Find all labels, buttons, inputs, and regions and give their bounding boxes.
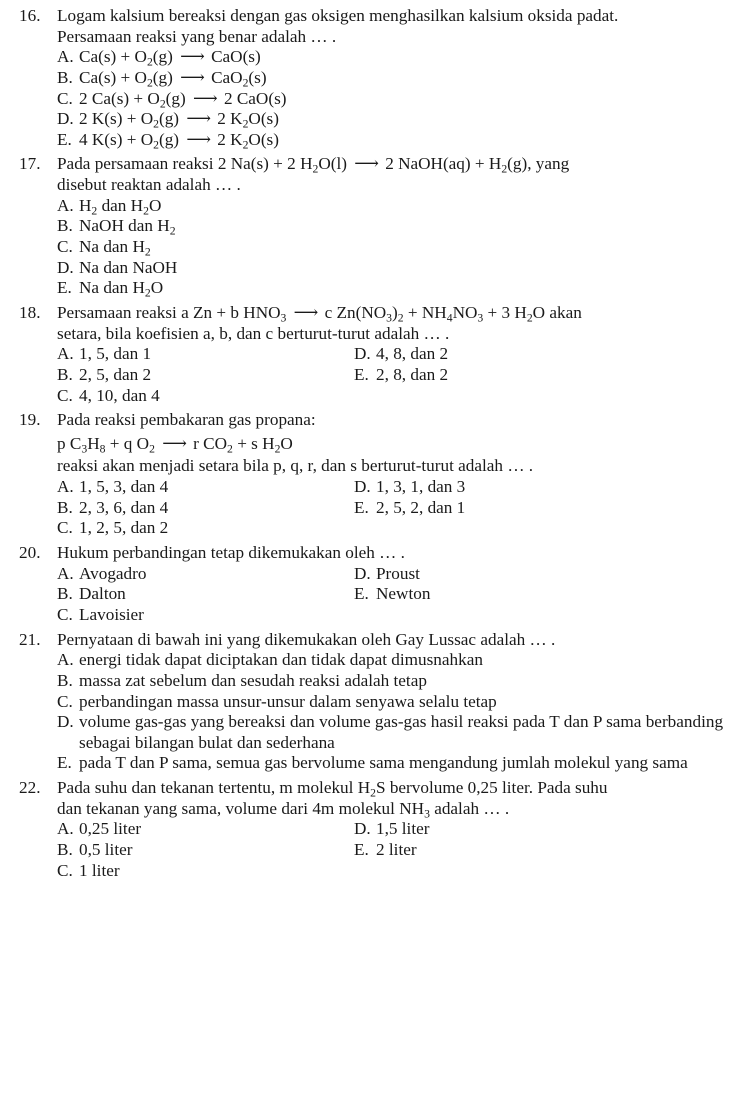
answer-option-a[interactable] — [57, 344, 354, 365]
question-19 — [19, 410, 741, 539]
answer-options — [57, 196, 741, 299]
option-letter: A. — [57, 650, 74, 670]
answer-option-e[interactable] — [57, 278, 741, 299]
question-stem-line: setara, bila koefisien a, b, dan c berturut-turut adalah … . — [57, 323, 450, 343]
option-text: $Ca(s) + O_2(g)$ ⟶ CaO(s) — [79, 47, 261, 69]
answer-option-b[interactable] — [57, 498, 354, 519]
option-text: Avogadro — [79, 563, 147, 583]
option-text: Proust — [376, 563, 420, 583]
option-letter: E. — [57, 753, 72, 773]
option-letter: C. — [57, 237, 73, 257]
option-text: 2, 5, 2, dan 1 — [376, 497, 466, 517]
answer-option-d[interactable] — [57, 712, 741, 753]
option-text: Na dan NaOH — [79, 257, 178, 277]
option-text: 0,25 liter — [79, 819, 142, 839]
option-text: 2, 8, dan 2 — [376, 364, 449, 384]
question-number: 19. — [19, 410, 41, 430]
question-number: 17. — [19, 154, 41, 174]
answer-option-a[interactable] — [57, 196, 741, 217]
answer-option-a[interactable] — [57, 564, 354, 585]
answer-option-b[interactable] — [57, 365, 354, 386]
question-stem-line: dan tekanan yang sama, volume dari 4m molekul $NH_3$ adalah … . — [57, 798, 510, 821]
option-letter: E. — [354, 497, 369, 517]
answer-option-c[interactable] — [57, 518, 354, 539]
answer-option-b[interactable] — [57, 671, 741, 692]
question-stem-line: Persamaan reaksi yang benar adalah … . — [57, 26, 337, 46]
question-stem-line: Pada suhu dan tekanan tertentu, m molekul $H_2S$ bervolume 0,25 liter. Pada suhu — [57, 778, 608, 800]
answer-option-e[interactable] — [354, 365, 741, 386]
option-text: $H_2$ dan $H_2O$ — [79, 195, 162, 218]
option-text: 1, 5, dan 1 — [79, 344, 152, 364]
option-text: 4 $K(s) + O_2(g)$ ⟶ 2 $K_2O(s)$ — [79, 129, 279, 152]
question-22 — [19, 778, 741, 881]
question-stem-line: Hukum perbandingan tetap dikemukakan oleh … . — [57, 543, 405, 563]
option-letter: B. — [57, 670, 73, 690]
option-letter: C. — [57, 691, 73, 711]
option-letter: A. — [57, 195, 74, 215]
option-letter: D. — [354, 819, 371, 839]
option-letter: E. — [354, 584, 369, 604]
question-17 — [19, 154, 741, 298]
answer-option-e[interactable] — [354, 584, 741, 605]
option-text: 2 liter — [376, 839, 417, 859]
question-18 — [19, 303, 741, 406]
option-letter: B. — [57, 216, 73, 236]
option-letter: C. — [57, 604, 73, 624]
option-letter: B. — [57, 839, 73, 859]
option-text: 4, 8, dan 2 — [376, 344, 449, 364]
option-text: 1, 5, 3, dan 4 — [79, 477, 169, 497]
answer-option-c[interactable] — [57, 89, 741, 110]
answer-option-c[interactable] — [57, 237, 741, 258]
question-number: 21. — [19, 629, 41, 649]
option-text: Na dan $H_2$ — [79, 237, 151, 259]
question-stem-line: Pernyataan di bawah ini yang dikemukakan oleh Gay Lussac adalah … . — [57, 629, 556, 649]
question-stem-line: Pada reaksi pembakaran gas propana: — [57, 410, 316, 430]
answer-option-d[interactable] — [354, 819, 741, 840]
option-letter: A. — [57, 477, 74, 497]
answer-options — [57, 47, 741, 150]
option-letter: E. — [57, 278, 72, 298]
answer-options — [57, 564, 741, 626]
option-text: Newton — [376, 584, 431, 604]
question-number: 20. — [19, 543, 41, 563]
answer-option-d[interactable] — [57, 109, 741, 130]
answer-option-b[interactable] — [57, 584, 354, 605]
option-letter: E. — [57, 129, 72, 149]
answer-option-d[interactable] — [354, 564, 741, 585]
answer-option-e[interactable] — [354, 498, 741, 519]
option-text: 0,5 liter — [79, 839, 133, 859]
option-text: volume gas-gas yang bereaksi dan volume gas-gas hasil reaksi pada T dan P sama berbanding sebagai bilangan bulat dan sederhana — [79, 712, 724, 752]
option-text: perbandingan massa unsur-unsur dalam senyawa selalu tetap — [79, 691, 497, 711]
option-letter: B. — [57, 497, 73, 517]
answer-option-a[interactable] — [57, 477, 354, 498]
question-20 — [19, 543, 741, 626]
option-text: NaOH dan $H_2$ — [79, 216, 176, 238]
option-letter: C. — [57, 385, 73, 405]
option-text: energi tidak dapat diciptakan dan tidak dapat dimusnahkan — [79, 650, 483, 670]
answer-option-c[interactable] — [57, 605, 354, 626]
option-text: Dalton — [79, 584, 126, 604]
option-letter: D. — [354, 344, 371, 364]
answer-option-c[interactable] — [57, 861, 354, 882]
answer-option-a[interactable] — [57, 650, 741, 671]
option-text: 1,5 liter — [376, 819, 430, 839]
answer-option-e[interactable] — [57, 753, 741, 774]
answer-option-c[interactable] — [57, 386, 354, 407]
question-number: 16. — [19, 6, 41, 25]
answer-option-e[interactable] — [57, 130, 741, 151]
question-stem-line: Pada persamaan reaksi 2 Na(s) + 2 $H_2O(l)$ ⟶ 2 NaOH(aq) + $H_2(g)$, yang — [57, 154, 570, 176]
option-letter: A. — [57, 563, 74, 583]
option-letter: A. — [57, 344, 74, 364]
question-number: 22. — [19, 778, 41, 798]
option-text: 1 liter — [79, 860, 120, 880]
option-text: Lavoisier — [79, 604, 144, 624]
question-stem-line: Logam kalsium bereaksi dengan gas oksigen menghasilkan kalsium oksida padat. — [57, 6, 619, 25]
answer-option-d[interactable] — [354, 344, 741, 365]
option-text: 4, 10, dan 4 — [79, 385, 160, 405]
option-letter: C. — [57, 860, 73, 880]
answer-options — [57, 819, 741, 881]
option-letter: D. — [57, 257, 74, 277]
option-letter: D. — [57, 712, 74, 732]
question-16 — [19, 6, 741, 150]
option-text: 2 $Ca(s) + O_2(g)$ ⟶ 2 CaO(s) — [79, 88, 287, 111]
answer-option-a[interactable] — [57, 47, 741, 68]
option-text: pada T dan P sama, semua gas bervolume sama mengandung jumlah molekul yang sama — [79, 753, 688, 773]
option-letter: A. — [57, 47, 74, 67]
option-letter: C. — [57, 518, 73, 538]
option-letter: E. — [354, 839, 369, 859]
option-text: 2, 5, dan 2 — [79, 364, 152, 384]
question-stem-line: Persamaan reaksi a Zn + b $HNO_3$ ⟶ c $Zn(NO_3)_2 + NH_4NO_3 + 3$ $H_2O$ akan — [57, 302, 582, 325]
question-number: 18. — [19, 302, 41, 322]
reaction-equation: p $C_3H_8 + q$ $O_2$ ⟶ r $CO_2 + s$ $H_2O$ — [57, 433, 293, 456]
option-letter: B. — [57, 364, 73, 384]
answer-option-d[interactable] — [57, 258, 741, 279]
question-stem-line: reaksi akan menjadi setara bila p, q, r, dan s berturut-turut adalah … . — [57, 456, 534, 476]
option-text: $Ca(s) + O_2(g)$ ⟶ CaO$_2$(s) — [79, 67, 267, 90]
answer-option-e[interactable] — [354, 840, 741, 861]
question-stem-line: disebut reaktan adalah … . — [57, 175, 241, 195]
option-letter: D. — [354, 563, 371, 583]
option-text: 2 $K(s) + O_2(g)$ ⟶ 2 $K_2O(s)$ — [79, 109, 279, 131]
answer-options — [57, 344, 741, 406]
answer-options — [57, 477, 741, 539]
option-letter: B. — [57, 67, 73, 87]
option-text: massa zat sebelum dan sesudah reaksi adalah tetap — [79, 670, 427, 690]
answer-option-a[interactable] — [57, 819, 354, 840]
answer-option-b[interactable] — [57, 68, 741, 89]
option-letter: B. — [57, 584, 73, 604]
answer-option-b[interactable] — [57, 840, 354, 861]
option-text: 1, 3, 1, dan 3 — [376, 477, 466, 497]
answer-option-b[interactable] — [57, 216, 741, 237]
answer-option-d[interactable] — [354, 477, 741, 498]
answer-option-c[interactable] — [57, 692, 741, 713]
option-letter: E. — [354, 364, 369, 384]
option-text: 2, 3, 6, dan 4 — [79, 497, 169, 517]
option-letter: A. — [57, 819, 74, 839]
option-letter: C. — [57, 88, 73, 108]
option-text: Na dan $H_2O$ — [79, 278, 164, 300]
option-text: 1, 2, 5, dan 2 — [79, 518, 169, 538]
option-letter: D. — [354, 477, 371, 497]
question-21 — [19, 630, 741, 774]
answer-options — [57, 650, 741, 774]
option-letter: D. — [57, 109, 74, 129]
